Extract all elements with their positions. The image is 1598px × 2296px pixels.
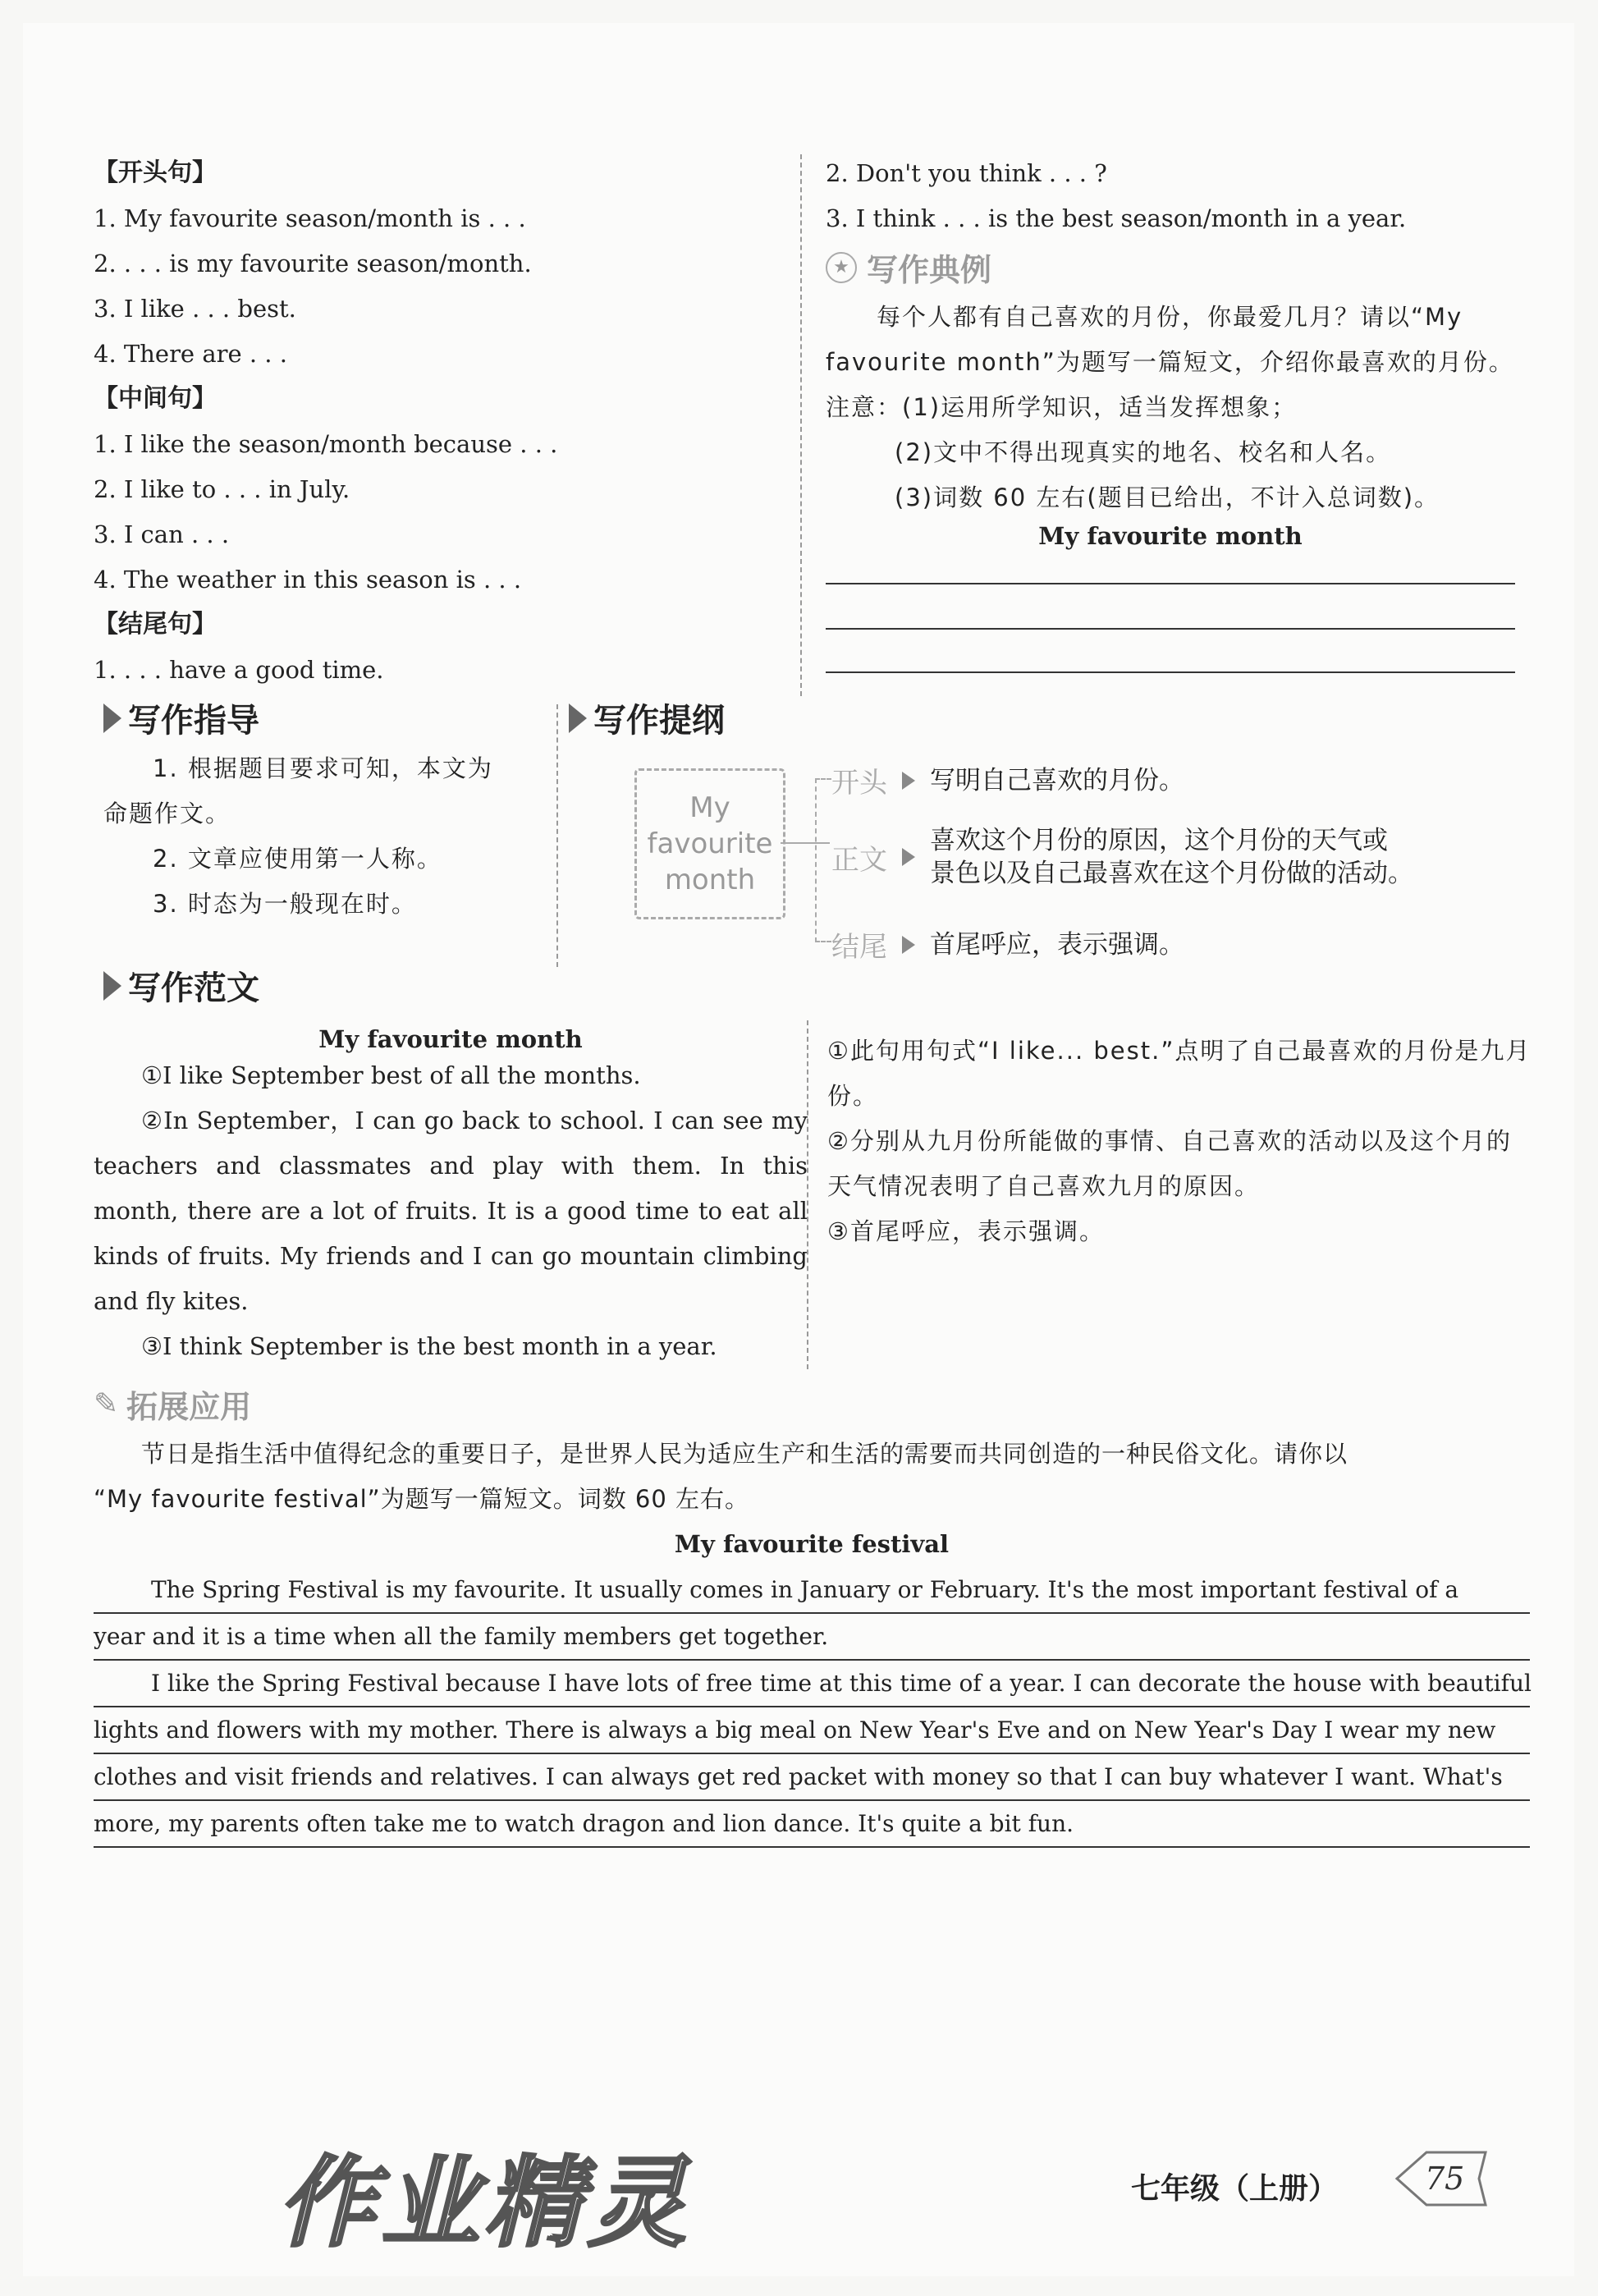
outline-connector <box>815 778 817 942</box>
middle-line-4: 4. The weather in this season is . . . <box>94 566 522 593</box>
arrow-right-icon <box>902 772 915 790</box>
extension-answer <box>94 1567 1530 1848</box>
sentence-patterns-left <box>94 158 799 685</box>
outline-connector <box>815 778 831 780</box>
example-heading <box>826 245 1532 290</box>
extension-line-3: I like the Spring Festival because I have lots of free time at this time of a year. I can decorate the house with beautiful <box>94 1661 1530 1707</box>
example-title: 写作典例 <box>867 252 992 288</box>
extension-line-5: clothes and visit friends and relatives. I can always get red packet with money so that I can buy whatever I want. What's <box>94 1754 1530 1801</box>
pen-icon: ✎ <box>94 1387 119 1421</box>
outline-row-label: 正文 <box>831 843 887 877</box>
opening-line-1: 1. My favourite season/month is . . . <box>94 204 526 232</box>
outline-row-3 <box>831 924 1184 965</box>
outline-center-line-2: favourite <box>647 827 773 860</box>
model-note-1: ①此句用句式“I like... best.”点明了自己最喜欢的月份是九月份。 <box>827 1037 1532 1110</box>
page-number: 75 <box>1425 2161 1465 2197</box>
answer-line <box>826 628 1515 630</box>
outline-connector <box>781 842 830 844</box>
example-note-1: 注意：(1)运用所学知识，适当发挥想象； <box>826 393 1298 421</box>
model-title: 写作范文 <box>128 969 259 1007</box>
star-icon: ★ <box>826 252 857 283</box>
top-divider <box>800 154 802 696</box>
model-paragraph-1: ①I like September best of all the months. <box>141 1061 641 1089</box>
extension-section <box>94 1382 1530 1848</box>
outline-row-2 <box>831 824 1413 890</box>
model-paragraph-3: ③I think September is the best month in a year. <box>141 1332 717 1360</box>
watermark: 作业精灵 <box>277 2147 691 2261</box>
model-paragraph-2: ②In September，I can go back to school. I can see my teachers and classmates and play with them. In this month, there are a lot of fruits. It is a good time to eat all kinds of fruits. My friends and I can go mountain climbing and fly kites. <box>94 1107 808 1315</box>
outline-heading <box>569 694 1554 741</box>
example-answer-lines <box>826 550 1515 690</box>
guide-heading <box>103 694 563 741</box>
guide-item-2: 2. 文章应使用第一人称。 <box>153 845 442 873</box>
outline-center-line-1: My <box>689 791 730 824</box>
answer-line <box>826 583 1515 584</box>
arrow-right-icon <box>902 848 915 866</box>
middle-line-1: 1. I like the season/month because . . . <box>94 430 558 458</box>
extension-prompt-1: 节日是指生活中值得纪念的重要日子，是世界人民为适应生产和生活的需要而共同创造的一种民俗文化。请你以 <box>141 1440 1348 1468</box>
model-note-3: ③首尾呼应，表示强调。 <box>827 1217 1105 1245</box>
middle-line-3: 3. I can . . . <box>94 520 230 548</box>
writing-guide <box>103 694 563 927</box>
outline-center-box <box>634 768 785 919</box>
extension-heading <box>94 1382 1530 1427</box>
model-notes <box>827 1029 1533 1254</box>
guide-item-1a: 1. 根据题目要求可知，本文为 <box>153 754 493 782</box>
opening-line-4: 4. There are . . . <box>94 340 287 368</box>
answer-line <box>826 671 1515 673</box>
outline-row-label: 开头 <box>831 767 887 800</box>
extension-line-6: more, my parents often take me to watch dragon and lion dance. It's quite a bit fun. <box>94 1801 1530 1848</box>
outline-row-text: 首尾呼应，表示强调。 <box>930 929 1184 960</box>
middle-header: 【中间句】 <box>94 384 217 413</box>
triangle-icon <box>103 971 121 1001</box>
outline-center-line-3: month <box>664 864 756 896</box>
example-note-2: (2)文中不得出现真实的地名、校名和人名。 <box>895 438 1392 466</box>
outline-row-text: 景色以及自己最喜欢在这个月份做的活动。 <box>930 859 1413 888</box>
extension-line-2: year and it is a time when all the family members get together. <box>94 1614 1530 1661</box>
arrow-right-icon <box>902 936 915 954</box>
opening-header: 【开头句】 <box>94 158 217 187</box>
model-essay-title: My favourite month <box>318 1025 583 1053</box>
outline-row-1 <box>831 760 1184 800</box>
guide-item-1b: 命题作文。 <box>103 800 231 827</box>
guide-item-3: 3. 时态为一般现在时。 <box>153 890 417 918</box>
outline-row-text-block <box>930 824 1413 890</box>
model-divider <box>807 1020 808 1369</box>
extension-prompt-2: “My favourite festival”为题写一篇短文。词数 60 左右。 <box>94 1485 750 1513</box>
outline-row-label: 结尾 <box>831 931 887 964</box>
extension-line-4: lights and flowers with my mother. There is always a big meal on New Year's Eve and on New Year's Day I wear my new <box>94 1707 1530 1754</box>
model-heading <box>103 962 808 1009</box>
page <box>23 23 1574 2276</box>
ending-line-3: 3. I think . . . is the best season/month in a year. <box>826 204 1407 232</box>
middle-line-2: 2. I like to . . . in July. <box>94 475 350 503</box>
opening-line-3: 3. I like . . . best. <box>94 295 296 323</box>
page-number-badge <box>1394 2149 1492 2208</box>
outline-row-text: 喜欢这个月份的原因，这个月份的天气或 <box>930 826 1388 855</box>
example-note-3: (3)词数 60 左右(题目已给出，不计入总词数)。 <box>895 483 1440 511</box>
outline-title: 写作提纲 <box>593 702 725 740</box>
extension-essay-title: My favourite festival <box>674 1530 950 1558</box>
example-prompt-2: favourite month”为题写一篇短文，介绍你最喜欢的月份。 <box>826 348 1514 376</box>
sentence-patterns-right <box>826 158 1532 690</box>
triangle-icon <box>103 703 121 733</box>
opening-line-2: 2. . . . is my favourite season/month. <box>94 250 532 277</box>
example-essay-title: My favourite month <box>1038 522 1303 550</box>
ending-header: 【结尾句】 <box>94 610 217 639</box>
model-note-2: ②分别从九月份所能做的事情、自己喜欢的活动以及这个月的天气情况表明了自己喜欢九月的原因。 <box>827 1127 1512 1200</box>
ending-line-2: 2. Don't you think . . . ? <box>826 159 1107 187</box>
example-prompt-1: 每个人都有自己喜欢的月份，你最爱几月？请以“My <box>877 303 1463 331</box>
model-essay <box>94 962 808 1369</box>
guide-divider <box>556 704 558 967</box>
writing-outline <box>569 694 1554 974</box>
guide-title: 写作指导 <box>128 702 259 740</box>
grade-label: 七年级（上册） <box>1131 2172 1339 2206</box>
outline-connector <box>815 941 831 942</box>
triangle-icon <box>569 703 587 733</box>
outline-row-text: 写明自己喜欢的月份。 <box>930 765 1184 795</box>
extension-line-1: The Spring Festival is my favourite. It usually comes in January or February. It's the most important festival of a <box>94 1567 1530 1614</box>
extension-title: 拓展应用 <box>126 1389 252 1425</box>
ending-line-1: 1. . . . have a good time. <box>94 656 384 684</box>
